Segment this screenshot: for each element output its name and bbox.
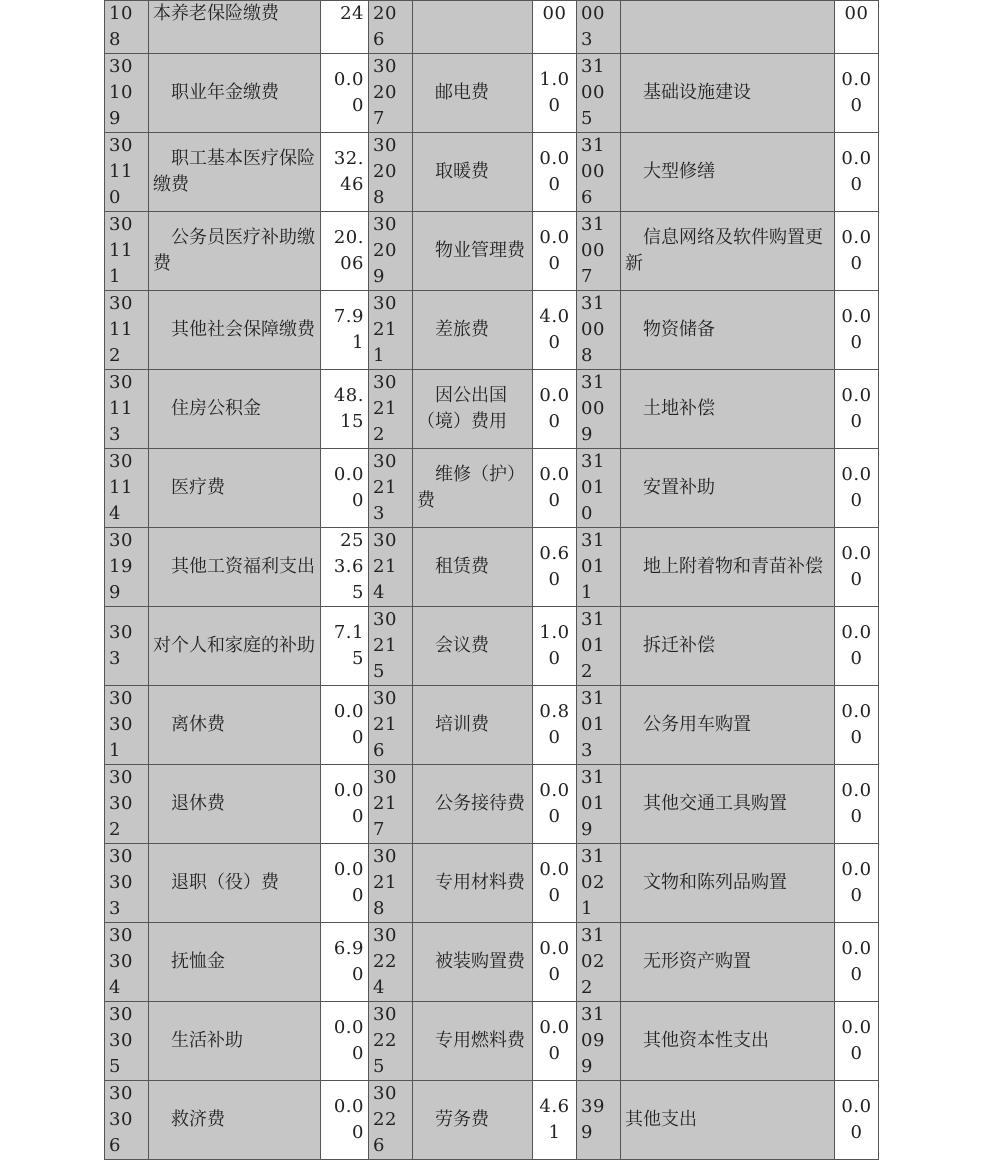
item-name-cell: 本养老保险缴费	[149, 1, 321, 54]
item-name-cell: 信息网络及软件购置更新	[621, 212, 835, 291]
amount-cell: 7.15	[321, 607, 369, 686]
economic-code-cell: 30215	[369, 607, 413, 686]
item-name-cell: 专用燃料费	[413, 1002, 533, 1081]
economic-code-cell: 30302	[105, 765, 149, 844]
item-name-cell: 离休费	[149, 686, 321, 765]
table-row	[105, 923, 879, 1002]
economic-code-cell: 31007	[577, 212, 621, 291]
economic-code-cell: 206	[369, 1, 413, 54]
amount-cell: 0.00	[835, 291, 879, 370]
table-row	[105, 291, 879, 370]
amount-cell: 0.00	[321, 1081, 369, 1160]
amount-cell: 0.00	[321, 765, 369, 844]
item-name-cell: 退职（役）费	[149, 844, 321, 923]
item-name-cell	[621, 1, 835, 54]
amount-cell: 24	[321, 1, 369, 54]
economic-code-cell: 31008	[577, 291, 621, 370]
economic-code-cell: 003	[577, 1, 621, 54]
economic-code-cell: 30225	[369, 1002, 413, 1081]
item-name-cell: 劳务费	[413, 1081, 533, 1160]
item-name-cell: 退休费	[149, 765, 321, 844]
table-row	[105, 449, 879, 528]
economic-code-cell: 30109	[105, 54, 149, 133]
item-name-cell: 救济费	[149, 1081, 321, 1160]
economic-code-cell: 30211	[369, 291, 413, 370]
amount-cell: 253.65	[321, 528, 369, 607]
item-name-cell: 无形资产购置	[621, 923, 835, 1002]
item-name-cell: 公务员医疗补助缴费	[149, 212, 321, 291]
amount-cell: 0.00	[533, 449, 577, 528]
economic-code-cell: 31099	[577, 1002, 621, 1081]
amount-cell: 0.00	[835, 133, 879, 212]
item-name-cell: 被装购置费	[413, 923, 533, 1002]
item-name-cell: 公务接待费	[413, 765, 533, 844]
item-name-cell	[413, 1, 533, 54]
amount-cell: 0.00	[835, 1002, 879, 1081]
amount-cell: 0.00	[533, 370, 577, 449]
amount-cell: 1.00	[533, 54, 577, 133]
amount-cell: 0.00	[321, 449, 369, 528]
economic-code-cell: 30303	[105, 844, 149, 923]
economic-code-cell: 31021	[577, 844, 621, 923]
economic-code-cell: 31013	[577, 686, 621, 765]
economic-code-cell: 31005	[577, 54, 621, 133]
economic-code-cell: 30208	[369, 133, 413, 212]
item-name-cell: 专用材料费	[413, 844, 533, 923]
economic-code-cell: 30199	[105, 528, 149, 607]
amount-cell: 4.61	[533, 1081, 577, 1160]
table-row	[105, 607, 879, 686]
economic-code-cell: 30306	[105, 1081, 149, 1160]
item-name-cell: 物资储备	[621, 291, 835, 370]
economic-code-cell: 31010	[577, 449, 621, 528]
amount-cell: 0.00	[533, 133, 577, 212]
amount-cell: 0.00	[835, 212, 879, 291]
economic-code-cell: 30209	[369, 212, 413, 291]
amount-cell: 0.00	[835, 528, 879, 607]
item-name-cell: 维修（护）费	[413, 449, 533, 528]
amount-cell: 00	[835, 1, 879, 54]
economic-code-cell: 31011	[577, 528, 621, 607]
amount-cell: 0.00	[835, 844, 879, 923]
economic-code-cell: 30301	[105, 686, 149, 765]
table-row	[105, 1081, 879, 1160]
item-name-cell: 培训费	[413, 686, 533, 765]
amount-cell: 4.00	[533, 291, 577, 370]
economic-code-cell: 303	[105, 607, 149, 686]
budget-expenditure-table	[104, 0, 879, 1160]
item-name-cell: 基础设施建设	[621, 54, 835, 133]
item-name-cell: 对个人和家庭的补助	[149, 607, 321, 686]
item-name-cell: 职业年金缴费	[149, 54, 321, 133]
economic-code-cell: 30217	[369, 765, 413, 844]
economic-code-cell: 30212	[369, 370, 413, 449]
item-name-cell: 土地补偿	[621, 370, 835, 449]
amount-cell: 6.90	[321, 923, 369, 1002]
economic-code-cell: 31022	[577, 923, 621, 1002]
table-row	[105, 370, 879, 449]
amount-cell: 0.00	[533, 1002, 577, 1081]
item-name-cell: 地上附着物和青苗补偿	[621, 528, 835, 607]
economic-code-cell: 30110	[105, 133, 149, 212]
item-name-cell: 文物和陈列品购置	[621, 844, 835, 923]
economic-code-cell: 31006	[577, 133, 621, 212]
item-name-cell: 差旅费	[413, 291, 533, 370]
economic-code-cell: 30214	[369, 528, 413, 607]
amount-cell: 1.00	[533, 607, 577, 686]
amount-cell: 48.15	[321, 370, 369, 449]
table-row	[105, 686, 879, 765]
economic-code-cell: 30112	[105, 291, 149, 370]
amount-cell: 32.46	[321, 133, 369, 212]
table-row	[105, 765, 879, 844]
item-name-cell: 其他交通工具购置	[621, 765, 835, 844]
amount-cell: 0.00	[835, 923, 879, 1002]
amount-cell: 0.00	[835, 54, 879, 133]
economic-code-cell: 30207	[369, 54, 413, 133]
amount-cell: 0.00	[835, 370, 879, 449]
economic-code-cell: 108	[105, 1, 149, 54]
item-name-cell: 生活补助	[149, 1002, 321, 1081]
item-name-cell: 其他资本性支出	[621, 1002, 835, 1081]
economic-code-cell: 31009	[577, 370, 621, 449]
item-name-cell: 物业管理费	[413, 212, 533, 291]
amount-cell: 0.60	[533, 528, 577, 607]
table-row	[105, 528, 879, 607]
item-name-cell: 抚恤金	[149, 923, 321, 1002]
economic-code-cell: 31012	[577, 607, 621, 686]
amount-cell: 0.00	[533, 212, 577, 291]
amount-cell: 0.00	[321, 686, 369, 765]
item-name-cell: 取暖费	[413, 133, 533, 212]
item-name-cell: 医疗费	[149, 449, 321, 528]
table-body	[105, 1, 879, 1160]
economic-code-cell: 30113	[105, 370, 149, 449]
table-row	[105, 133, 879, 212]
table-row	[105, 1, 879, 54]
item-name-cell: 租赁费	[413, 528, 533, 607]
amount-cell: 0.00	[835, 607, 879, 686]
amount-cell: 0.00	[835, 1081, 879, 1160]
amount-cell: 0.00	[321, 844, 369, 923]
amount-cell: 0.00	[835, 765, 879, 844]
item-name-cell: 因公出国（境）费用	[413, 370, 533, 449]
economic-code-cell: 30305	[105, 1002, 149, 1081]
item-name-cell: 住房公积金	[149, 370, 321, 449]
item-name-cell: 会议费	[413, 607, 533, 686]
item-name-cell: 邮电费	[413, 54, 533, 133]
amount-cell: 0.00	[533, 844, 577, 923]
economic-code-cell: 31019	[577, 765, 621, 844]
table-row	[105, 212, 879, 291]
economic-code-cell: 399	[577, 1081, 621, 1160]
amount-cell: 0.00	[835, 686, 879, 765]
amount-cell: 7.91	[321, 291, 369, 370]
item-name-cell: 拆迁补偿	[621, 607, 835, 686]
amount-cell: 0.00	[835, 449, 879, 528]
economic-code-cell: 30304	[105, 923, 149, 1002]
amount-cell: 00	[533, 1, 577, 54]
economic-code-cell: 30224	[369, 923, 413, 1002]
item-name-cell: 公务用车购置	[621, 686, 835, 765]
economic-code-cell: 30111	[105, 212, 149, 291]
amount-cell: 0.80	[533, 686, 577, 765]
amount-cell: 0.00	[533, 765, 577, 844]
table-row	[105, 54, 879, 133]
economic-code-cell: 30218	[369, 844, 413, 923]
item-name-cell: 其他支出	[621, 1081, 835, 1160]
amount-cell: 20.06	[321, 212, 369, 291]
amount-cell: 0.00	[321, 1002, 369, 1081]
item-name-cell: 职工基本医疗保险缴费	[149, 133, 321, 212]
table-row	[105, 844, 879, 923]
economic-code-cell: 30216	[369, 686, 413, 765]
item-name-cell: 安置补助	[621, 449, 835, 528]
item-name-cell: 其他社会保障缴费	[149, 291, 321, 370]
item-name-cell: 大型修缮	[621, 133, 835, 212]
amount-cell: 0.00	[321, 54, 369, 133]
economic-code-cell: 30213	[369, 449, 413, 528]
economic-code-cell: 30226	[369, 1081, 413, 1160]
item-name-cell: 其他工资福利支出	[149, 528, 321, 607]
amount-cell: 0.00	[533, 923, 577, 1002]
economic-code-cell: 30114	[105, 449, 149, 528]
table-row	[105, 1002, 879, 1081]
